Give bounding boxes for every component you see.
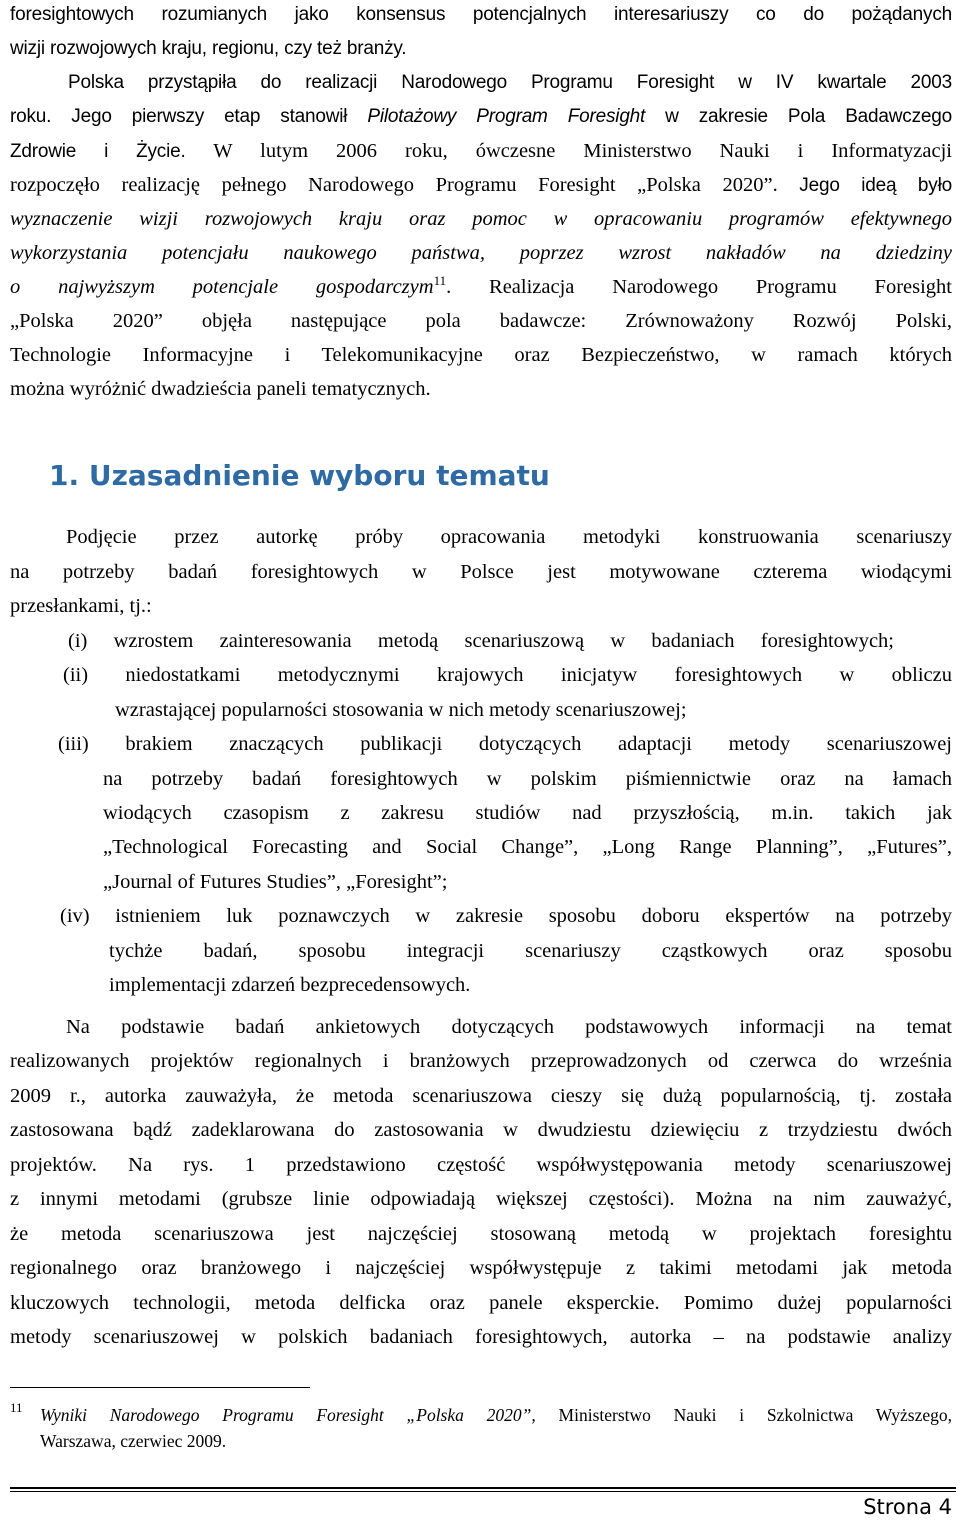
body-line: Zdrowie i Życie. W lutym 2006 roku, ówczesne Ministerstwo Nauki i Informatyzacji [10,140,952,162]
body-line: z innymi metodami (grubsze linie odpowiadają większej częstości). Można na nim zauważyć, [10,1188,952,1210]
body-line: Podjęcie przez autorkę próby opracowania metodyki konstruowania scenariuszy [66,526,952,548]
list-item: na potrzeby badań foresightowych w polskim piśmiennictwie oraz na łamach [103,768,952,790]
body-line: wyznaczenie wizji rozwojowych kraju oraz pomoc w opracowaniu programów efektywnego [10,208,952,230]
body-line: „Polska 2020” objęła następujące pola badawcze: Zrównoważony Rozwój Polski, [10,310,952,332]
body-line: wizji rozwojowych kraju, regionu, czy też branży. [10,38,407,59]
body-line: Polska przystąpiła do realizacji Narodowego Programu Foresight w IV kwartale 2003 [68,72,952,93]
body-line: roku. Jego pierwszy etap stanowił Pilotażowy Program Foresight w zakresie Pola Badawczego [10,106,952,127]
list-item: (iv) istnieniem luk poznawczych w zakresie sposobu doboru ekspertów na potrzeby [60,905,952,927]
body-line: można wyróżnić dwadzieścia paneli tematycznych. [10,378,431,400]
list-item: (ii) niedostatkami metodycznymi krajowych inicjatyw foresightowych w obliczu [63,664,952,686]
body-line: że metoda scenariuszowa jest najczęściej stosowaną metodą w projektach foresightu [10,1223,952,1245]
footnote-mark: 11 [10,1400,23,1415]
page-number: Strona 4 [863,1495,952,1519]
list-item: (iii) brakiem znaczących publikacji dotyczących adaptacji metody scenariuszowej [58,733,952,755]
list-item: (i) wzrostem zainteresowania metodą scenariuszową w badaniach foresightowych; [68,630,894,652]
body-line: realizowanych projektów regionalnych i branżowych przeprowadzonych od czerwca do września [10,1050,952,1072]
list-item: wzrastającej popularności stosowania w nich metody scenariuszowej; [115,699,687,721]
body-line: wykorzystania potencjału naukowego państwa, poprzez wzrost nakładów na dziedziny [10,242,952,264]
body-line: o najwyższym potencjale gospodarczym$^{11}$. Realizacja Narodowego Programu Foresight [10,273,952,298]
footnote-text: Wyniki Narodowego Programu Foresight „Polska 2020”, Ministerstwo Nauki i Szkolnictwa Wyższego, [40,1405,952,1425]
body-line: rozpoczęło realizację pełnego Narodowego Programu Foresight „Polska 2020”. Jego ideą było [10,174,952,196]
list-item: „Journal of Futures Studies”, „Foresight”; [103,871,448,893]
footnote-text: Warszawa, czerwiec 2009. [40,1431,227,1451]
section-heading: 1. Uzasadnienie wyboru tematu [49,459,550,492]
body-line: na potrzeby badań foresightowych w Polsce jest motywowane czterema wiodącymi [10,561,952,583]
footer-rule [10,1491,956,1492]
list-item: tychże badań, sposobu integracji scenariuszy cząstkowych oraz sposobu [109,940,952,962]
body-line: 2009 r., autorka zauważyła, że metoda scenariuszowa cieszy się dużą popularnością, tj. została [10,1085,952,1107]
list-item: „Technological Forecasting and Social Change”, „Long Range Planning”, „Futures”, [103,836,952,858]
footnote-separator [10,1387,310,1388]
body-line: zastosowana bądź zadeklarowana do zastosowania w dwudziestu dziewięciu z trzydziestu dwóch [10,1119,952,1141]
body-line: Technologie Informacyjne i Telekomunikacyjne oraz Bezpieczeństwo, w ramach których [10,344,952,366]
list-item: wiodących czasopism z zakresu studiów nad przyszłością, m.in. takich jak [103,802,952,824]
body-line: projektów. Na rys. 1 przedstawiono częstość współwystępowania metody scenariuszowej [10,1154,952,1176]
footer-rule [10,1487,956,1489]
body-line: przesłankami, tj.: [10,595,152,617]
body-line: metody scenariuszowej w polskich badaniach foresightowych, autorka – na podstawie analizy [10,1326,952,1348]
list-item: implementacji zdarzeń bezprecedensowych. [109,974,471,996]
body-line: foresightowych rozumianych jako konsensus potencjalnych interesariuszy co do pożądanych [10,4,952,25]
body-line: regionalnego oraz branżowego i najczęściej współwystępuje z takimi metodami jak metoda [10,1257,952,1279]
body-line: kluczowych technologii, metoda delficka oraz panele eksperckie. Pomimo dużej popularności [10,1292,952,1314]
body-line: Na podstawie badań ankietowych dotyczących podstawowych informacji na temat [66,1016,952,1038]
footnote-ref: 11 [433,273,447,288]
